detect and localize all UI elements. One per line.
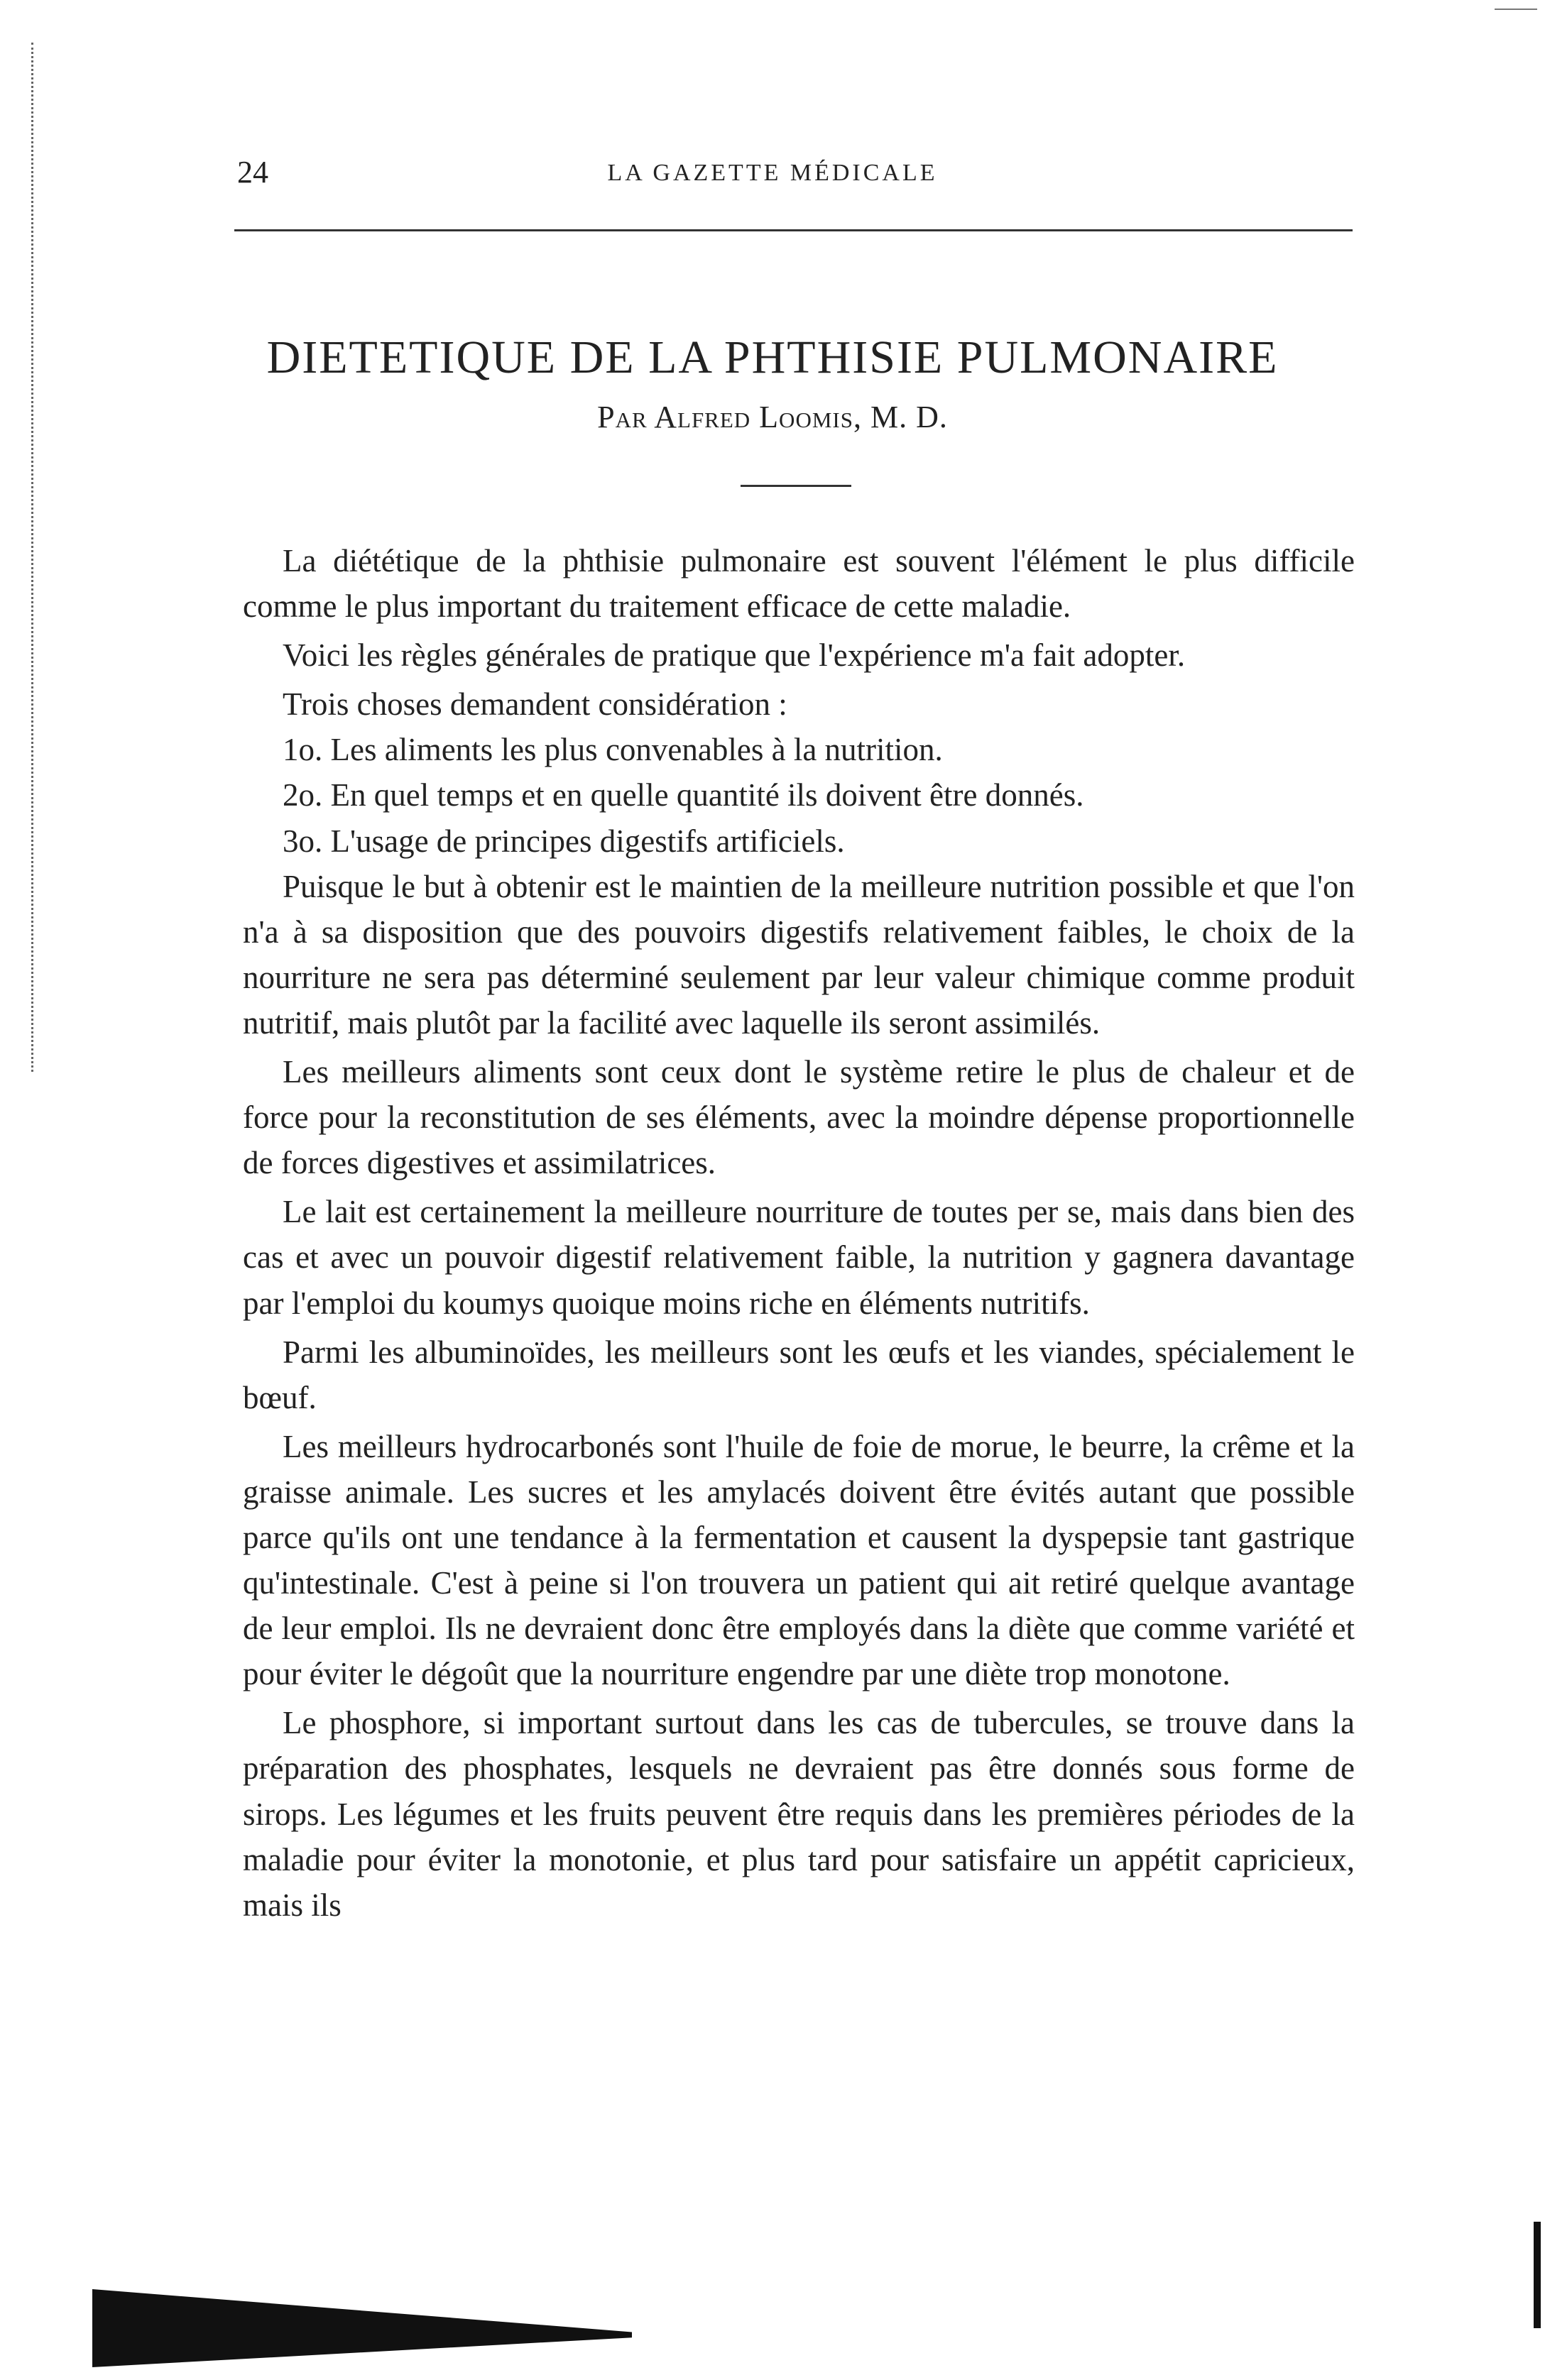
scan-top-mark (1495, 9, 1537, 10)
paragraph: Parmi les albuminoïdes, les meilleurs sont les œufs et les viandes, spécialement le bœuf. (243, 1334, 1355, 1415)
title-separator (741, 485, 851, 487)
article-body (243, 538, 1355, 1928)
list-item: 1o. Les aliments les plus convenables à la nutrition. (283, 732, 943, 768)
paragraph: Voici les règles générales de pratique que l'expérience m'a fait adopter. (283, 637, 1186, 674)
article-title: DIETETIQUE DE LA PHTHISIE PULMONAIRE (266, 331, 1279, 384)
paragraph: Le lait est certainement la meilleure nourriture de toutes per se, mais dans bien des cas et avec un pouvoir digestif relativement faible, la nutrition y gagnera davantage par l'emploi du koumys quoique moins riche en éléments nutritifs. (243, 1194, 1355, 1321)
paragraph: Les meilleurs aliments sont ceux dont le système retire le plus de chaleur et de force pour la reconstitution de ses éléments, avec la moindre dépense proportionnelle de forces digestives et assimilatrices. (243, 1054, 1355, 1181)
paragraph: Trois choses demandent considération : (283, 686, 787, 723)
paragraph: Puisque le but à obtenir est le maintien de la meilleure nutrition possible et que l'on n'a à sa disposition que des pouvoirs digestifs relativement faibles, le choix de la nourriture ne sera pas déterminé seulement par leur valeur chimique comme produit nutritif, mais plutôt par la facilité avec laquelle ils seront assimilés. (243, 868, 1355, 1041)
running-head: LA GAZETTE MÉDICALE (607, 160, 938, 186)
paragraph: Les meilleurs hydrocarbonés sont l'huile de foie de morue, le beurre, la crême et la graisse animale. Les sucres et les amylacés doivent être évités autant que possible parce qu'ils ont une tendance à la fermentation et causent la dyspepsie tant gastrique qu'intestinale. C'est à peine si l'on trouvera un patient qui ait retiré quelque avantage de leur emploi. Ils ne devraient donc être employés dans la diète que comme variété et pour éviter le dégoût que la nourriture engendre par une diète trop monotone. (243, 1428, 1355, 1692)
scan-edge-mark (1534, 2222, 1541, 2328)
header-rule (234, 229, 1353, 231)
scan-edge-artifact (92, 2289, 632, 2367)
list-item: 3o. L'usage de principes digestifs artificiels. (283, 823, 845, 859)
paragraph: Le phosphore, si important surtout dans les cas de tubercules, se trouve dans la préparation des phosphates, lesquels ne devraient pas être donnés sous forme de sirops. Les légumes et les fruits peuvent être requis dans les premières périodes de la maladie pour éviter la monotonie, et plus tard pour satisfaire un appétit capricieux, mais ils (243, 1705, 1355, 1923)
list-item: 2o. En quel temps et en quelle quantité ils doivent être donnés. (283, 777, 1084, 813)
page-number: 24 (237, 155, 268, 190)
article-byline: Par Alfred Loomis, M. D. (597, 400, 948, 434)
scan-margin-line (31, 43, 36, 1072)
paragraph: La diététique de la phthisie pulmonaire est souvent l'élément le plus difficile comme le plus important du traitement efficace de cette maladie. (243, 543, 1355, 625)
